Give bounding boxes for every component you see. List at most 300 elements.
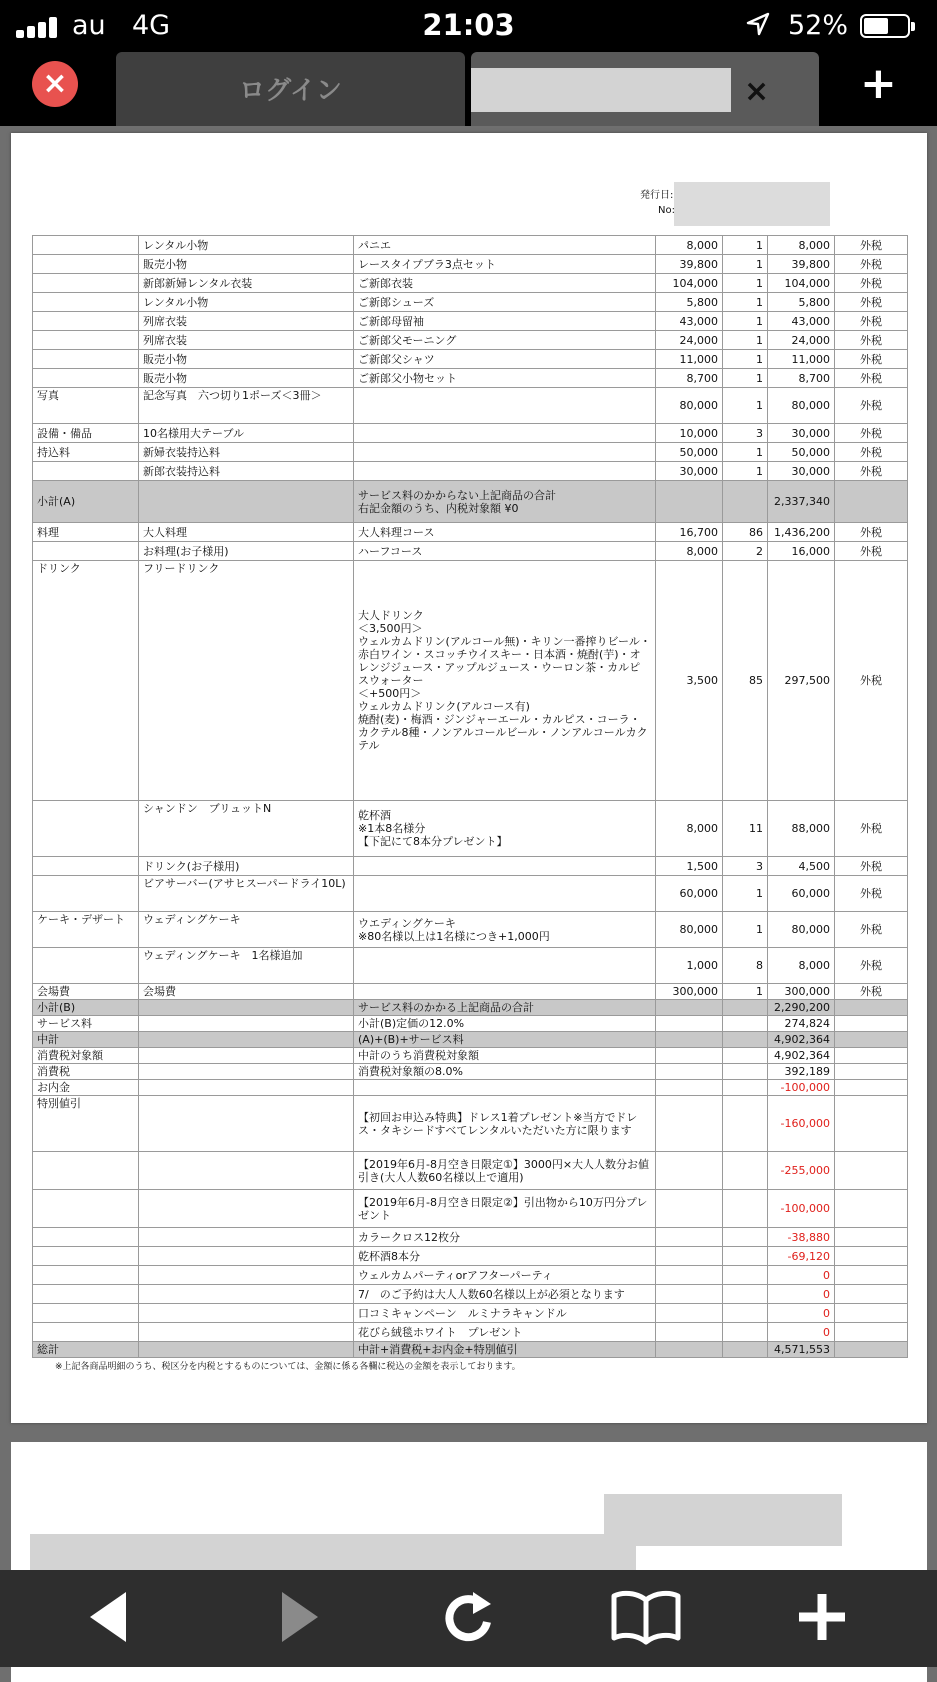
tax-type-cell: 外税: [835, 857, 908, 876]
amount-cell: 11,000: [768, 350, 835, 369]
category-cell: 中計: [33, 1032, 139, 1048]
tax-type-cell: 外税: [835, 462, 908, 481]
unit-price-cell: [656, 1064, 723, 1080]
table-row: [33, 1304, 908, 1323]
amount-cell: 8,700: [768, 369, 835, 388]
quantity-cell: 1: [723, 876, 768, 912]
category-cell: [33, 312, 139, 331]
description-cell: 7/ のご予約は大人人数60名様以上が必須となります: [354, 1285, 656, 1304]
unit-price-cell: [656, 481, 723, 523]
amount-cell: 0: [768, 1285, 835, 1304]
item-cell: 新郎新婦レンタル衣装: [139, 274, 354, 293]
unit-price-cell: [656, 1032, 723, 1048]
category-cell: [33, 293, 139, 312]
table-row: [33, 331, 908, 350]
unit-price-cell: 80,000: [656, 912, 723, 948]
tax-type-cell: [835, 1247, 908, 1266]
item-cell: ビアサーバー(アサヒスーパードライ10L): [139, 876, 354, 912]
unit-price-cell: [656, 1016, 723, 1032]
battery-icon: [860, 14, 910, 38]
quantity-cell: 3: [723, 424, 768, 443]
category-cell: [33, 462, 139, 481]
category-cell: 会場費: [33, 984, 139, 1000]
amount-cell: 2,337,340: [768, 481, 835, 523]
table-row: [33, 1190, 908, 1228]
unit-price-cell: 39,800: [656, 255, 723, 274]
battery-percent: 52%: [788, 10, 849, 41]
tax-type-cell: [835, 1285, 908, 1304]
description-cell: 大人ドリンク ＜3,500円＞ ウェルカムドリン(アルコール無)・キリン一番搾りビール・赤白ワイン・スコッチウイスキー・日本酒・焼酎(芋)・オレンジジュース・アップルジュース・ウーロン茶・カルピスウォーター ＜+500円＞ ウェルカムドリンク(アルコース有) 焼酎(麦)・梅酒・ジンジャーエール・カルピス・コーラ・カクテル8種・ノンアルコールビール・ノンアルコールカクテル: [354, 561, 656, 801]
item-cell: 販売小物: [139, 350, 354, 369]
redacted-issue-info: [674, 182, 830, 226]
item-cell: レンタル小物: [139, 293, 354, 312]
tax-type-cell: [835, 1304, 908, 1323]
table-row: [33, 369, 908, 388]
tax-type-cell: [835, 481, 908, 523]
unit-price-cell: [656, 1247, 723, 1266]
category-cell: [33, 801, 139, 857]
table-row: [33, 1152, 908, 1190]
category-cell: [33, 236, 139, 255]
category-cell: [33, 1228, 139, 1247]
description-cell: [354, 424, 656, 443]
item-cell: 新郎衣装持込料: [139, 462, 354, 481]
category-cell: 料理: [33, 523, 139, 542]
unit-price-cell: [656, 1323, 723, 1342]
table-row: [33, 1096, 908, 1152]
quantity-cell: [723, 1064, 768, 1080]
tax-type-cell: 外税: [835, 801, 908, 857]
tax-type-cell: 外税: [835, 542, 908, 561]
unit-price-cell: 10,000: [656, 424, 723, 443]
item-cell: [139, 1323, 354, 1342]
category-cell: [33, 369, 139, 388]
amount-cell: 88,000: [768, 801, 835, 857]
description-cell: サービス料のかかる上記商品の合計: [354, 1000, 656, 1016]
description-cell: 【2019年6月-8月空き日限定②】引出物から10万円分プレゼント: [354, 1190, 656, 1228]
category-cell: [33, 274, 139, 293]
quantity-cell: [723, 1285, 768, 1304]
unit-price-cell: [656, 1000, 723, 1016]
unit-price-cell: 300,000: [656, 984, 723, 1000]
amount-cell: 0: [768, 1266, 835, 1285]
description-cell: [354, 984, 656, 1000]
tax-type-cell: [835, 1096, 908, 1152]
amount-cell: 300,000: [768, 984, 835, 1000]
description-cell: ご新郎父シャツ: [354, 350, 656, 369]
item-cell: 販売小物: [139, 369, 354, 388]
tax-type-cell: [835, 1064, 908, 1080]
description-cell: 小計(B)定価の12.0%: [354, 1016, 656, 1032]
amount-cell: 80,000: [768, 912, 835, 948]
description-cell: レースタイプブラ3点セット: [354, 255, 656, 274]
description-cell: ウエディングケーキ ※80名様以上は1名様につき+1,000円: [354, 912, 656, 948]
description-cell: [354, 876, 656, 912]
redacted-tab-title: [471, 68, 731, 112]
description-cell: ご新郎シューズ: [354, 293, 656, 312]
quantity-cell: 1: [723, 443, 768, 462]
item-cell: フリードリンク: [139, 561, 354, 801]
description-cell: 消費税対象額の8.0%: [354, 1064, 656, 1080]
close-tabs-icon[interactable]: ×: [32, 61, 78, 107]
category-cell: お内金: [33, 1080, 139, 1096]
description-cell: [354, 462, 656, 481]
amount-cell: 24,000: [768, 331, 835, 350]
category-cell: ケーキ・デザート: [33, 912, 139, 948]
description-cell: パニエ: [354, 236, 656, 255]
category-cell: [33, 948, 139, 984]
tax-type-cell: 外税: [835, 561, 908, 801]
amount-cell: 5,800: [768, 293, 835, 312]
item-cell: 列席衣装: [139, 331, 354, 350]
item-cell: ドリンク(お子様用): [139, 857, 354, 876]
item-cell: [139, 1096, 354, 1152]
quantity-cell: [723, 481, 768, 523]
table-row: [33, 1266, 908, 1285]
amount-cell: 50,000: [768, 443, 835, 462]
table-row: [33, 912, 908, 948]
tax-type-cell: 外税: [835, 274, 908, 293]
redacted-block: [604, 1494, 842, 1546]
category-cell: ドリンク: [33, 561, 139, 801]
table-row: [33, 481, 908, 523]
table-row: [33, 424, 908, 443]
description-cell: [354, 388, 656, 424]
location-arrow-icon: [746, 12, 770, 36]
item-cell: 大人料理: [139, 523, 354, 542]
description-cell: 大人料理コース: [354, 523, 656, 542]
table-row: [33, 255, 908, 274]
unit-price-cell: 5,800: [656, 293, 723, 312]
tax-type-cell: [835, 1000, 908, 1016]
status-bar: [0, 0, 937, 52]
table-row: [33, 443, 908, 462]
new-tab-button[interactable]: +: [860, 58, 897, 109]
quantity-cell: [723, 1080, 768, 1096]
category-cell: 小計(A): [33, 481, 139, 523]
table-row: [33, 523, 908, 542]
table-row: [33, 1048, 908, 1064]
quantity-cell: [723, 1016, 768, 1032]
item-cell: 記念写真 六つ切り1ポーズ＜3冊＞: [139, 388, 354, 424]
close-tab-icon[interactable]: ×: [744, 74, 770, 109]
item-cell: [139, 1266, 354, 1285]
category-cell: 持込料: [33, 443, 139, 462]
tax-type-cell: [835, 1016, 908, 1032]
quantity-cell: [723, 1152, 768, 1190]
amount-cell: 2,290,200: [768, 1000, 835, 1016]
table-row: [33, 948, 908, 984]
category-cell: [33, 255, 139, 274]
table-row: [33, 1080, 908, 1096]
tab-login-label: ログイン: [239, 76, 342, 106]
unit-price-cell: 80,000: [656, 388, 723, 424]
category-cell: [33, 1247, 139, 1266]
category-cell: 写真: [33, 388, 139, 424]
tax-type-cell: 外税: [835, 443, 908, 462]
table-row: [33, 1016, 908, 1032]
item-cell: 10名様用大テーブル: [139, 424, 354, 443]
item-cell: 新婦衣装持込料: [139, 443, 354, 462]
description-cell: 中計のうち消費税対象額: [354, 1048, 656, 1064]
table-row: [33, 542, 908, 561]
issue-date-label: 発行日:: [640, 190, 674, 201]
quantity-cell: [723, 1096, 768, 1152]
quantity-cell: 86: [723, 523, 768, 542]
tax-type-cell: 外税: [835, 388, 908, 424]
amount-cell: 8,000: [768, 236, 835, 255]
unit-price-cell: [656, 1228, 723, 1247]
item-cell: [139, 1342, 354, 1358]
item-cell: 列席衣装: [139, 312, 354, 331]
unit-price-cell: 50,000: [656, 443, 723, 462]
amount-cell: 1,436,200: [768, 523, 835, 542]
unit-price-cell: 8,000: [656, 236, 723, 255]
amount-cell: 4,902,364: [768, 1032, 835, 1048]
category-cell: サービス料: [33, 1016, 139, 1032]
book-icon[interactable]: [610, 1588, 682, 1646]
quantity-cell: [723, 1342, 768, 1358]
category-cell: [33, 1285, 139, 1304]
quantity-cell: 1: [723, 369, 768, 388]
amount-cell: -160,000: [768, 1096, 835, 1152]
description-cell: [354, 443, 656, 462]
category-cell: 小計(B): [33, 1000, 139, 1016]
bottom-toolbar: [0, 1570, 937, 1667]
quantity-cell: [723, 1032, 768, 1048]
table-row: [33, 1247, 908, 1266]
network-label: 4G: [132, 10, 171, 41]
category-cell: [33, 1266, 139, 1285]
category-cell: [33, 542, 139, 561]
tax-type-cell: 外税: [835, 424, 908, 443]
tax-type-cell: 外税: [835, 236, 908, 255]
tax-type-cell: 外税: [835, 369, 908, 388]
item-cell: ウェディングケーキ 1名様追加: [139, 948, 354, 984]
quantity-cell: [723, 1228, 768, 1247]
amount-cell: 104,000: [768, 274, 835, 293]
table-row: [33, 1228, 908, 1247]
quantity-cell: 1: [723, 274, 768, 293]
unit-price-cell: 3,500: [656, 561, 723, 801]
quantity-cell: 3: [723, 857, 768, 876]
unit-price-cell: 60,000: [656, 876, 723, 912]
description-cell: (A)+(B)+サービス料: [354, 1032, 656, 1048]
tax-type-cell: 外税: [835, 255, 908, 274]
quantity-cell: [723, 1190, 768, 1228]
tax-type-cell: [835, 1032, 908, 1048]
table-row: [33, 274, 908, 293]
description-cell: ご新郎母留袖: [354, 312, 656, 331]
quantity-cell: 1: [723, 255, 768, 274]
tax-type-cell: [835, 1266, 908, 1285]
table-row: [33, 293, 908, 312]
quantity-cell: [723, 1266, 768, 1285]
category-cell: [33, 1323, 139, 1342]
item-cell: レンタル小物: [139, 236, 354, 255]
amount-cell: 4,902,364: [768, 1048, 835, 1064]
description-cell: 中計+消費税+お内金+特別値引: [354, 1342, 656, 1358]
amount-cell: 39,800: [768, 255, 835, 274]
quantity-cell: 1: [723, 236, 768, 255]
item-cell: [139, 1016, 354, 1032]
table-row: [33, 388, 908, 424]
item-cell: [139, 1032, 354, 1048]
category-cell: [33, 857, 139, 876]
item-cell: [139, 1048, 354, 1064]
table-row: [33, 1342, 908, 1358]
table-row: [33, 857, 908, 876]
quantity-cell: 1: [723, 984, 768, 1000]
unit-price-cell: 1,500: [656, 857, 723, 876]
unit-price-cell: [656, 1080, 723, 1096]
quantity-cell: [723, 1000, 768, 1016]
tax-type-cell: 外税: [835, 984, 908, 1000]
description-cell: 口コミキャンペーン ルミナラキャンドル: [354, 1304, 656, 1323]
unit-price-cell: 11,000: [656, 350, 723, 369]
item-cell: [139, 1247, 354, 1266]
item-cell: [139, 1064, 354, 1080]
description-cell: [354, 948, 656, 984]
unit-price-cell: 43,000: [656, 312, 723, 331]
amount-cell: 30,000: [768, 462, 835, 481]
amount-cell: -100,000: [768, 1190, 835, 1228]
issue-info: [640, 188, 675, 218]
table-row: [33, 1000, 908, 1016]
amount-cell: -100,000: [768, 1080, 835, 1096]
item-cell: ウェディングケーキ: [139, 912, 354, 948]
unit-price-cell: 1,000: [656, 948, 723, 984]
quantity-cell: 1: [723, 331, 768, 350]
unit-price-cell: 16,700: [656, 523, 723, 542]
plus-icon[interactable]: [795, 1588, 849, 1646]
table-row: [33, 1323, 908, 1342]
tax-note: ※上記各商品明細のうち、税区分を内税とするものについては、金額に係る各欄に税込の金額を表示しております。: [55, 1362, 521, 1372]
amount-cell: 392,189: [768, 1064, 835, 1080]
tax-type-cell: [835, 1080, 908, 1096]
description-cell: [354, 857, 656, 876]
unit-price-cell: 8,700: [656, 369, 723, 388]
item-cell: [139, 1080, 354, 1096]
item-cell: 販売小物: [139, 255, 354, 274]
table-row: [33, 312, 908, 331]
tax-type-cell: 外税: [835, 331, 908, 350]
quantity-cell: 11: [723, 801, 768, 857]
quantity-cell: [723, 1048, 768, 1064]
tax-type-cell: 外税: [835, 912, 908, 948]
description-cell: ウェルカムパーティorアフターパーティ: [354, 1266, 656, 1285]
category-cell: [33, 1304, 139, 1323]
tax-type-cell: [835, 1190, 908, 1228]
amount-cell: 0: [768, 1304, 835, 1323]
unit-price-cell: [656, 1048, 723, 1064]
unit-price-cell: [656, 1190, 723, 1228]
category-cell: [33, 350, 139, 369]
description-cell: [354, 1080, 656, 1096]
item-cell: [139, 1152, 354, 1190]
amount-cell: 274,824: [768, 1016, 835, 1032]
table-row: [33, 984, 908, 1000]
tax-type-cell: [835, 1048, 908, 1064]
description-cell: 【初回お申込み特典】ドレス1着プレゼント※当方でドレス・タキシードすべてレンタルいただいた方に限ります: [354, 1096, 656, 1152]
quantity-cell: 1: [723, 388, 768, 424]
amount-cell: 8,000: [768, 948, 835, 984]
unit-price-cell: 8,000: [656, 542, 723, 561]
item-cell: 会場費: [139, 984, 354, 1000]
unit-price-cell: 24,000: [656, 331, 723, 350]
amount-cell: 0: [768, 1323, 835, 1342]
reload-icon[interactable]: [443, 1588, 495, 1646]
table-row: [33, 1064, 908, 1080]
item-cell: お料理(お子様用): [139, 542, 354, 561]
quantity-cell: 2: [723, 542, 768, 561]
category-cell: 消費税: [33, 1064, 139, 1080]
back-icon[interactable]: [86, 1588, 132, 1646]
tax-type-cell: 外税: [835, 293, 908, 312]
item-cell: [139, 1228, 354, 1247]
description-cell: カラークロス12枚分: [354, 1228, 656, 1247]
quantity-cell: 1: [723, 912, 768, 948]
quantity-cell: 1: [723, 293, 768, 312]
description-cell: 【2019年6月-8月空き日限定①】3000円×大人人数分お値引き(大人人数60名様以上で適用): [354, 1152, 656, 1190]
unit-price-cell: [656, 1342, 723, 1358]
quantity-cell: 1: [723, 462, 768, 481]
redacted-block: [30, 1534, 636, 1574]
unit-price-cell: 30,000: [656, 462, 723, 481]
description-cell: 乾杯酒 ※1本8名様分 【下記にて8本分プレゼント】: [354, 801, 656, 857]
amount-cell: 16,000: [768, 542, 835, 561]
unit-price-cell: [656, 1266, 723, 1285]
tax-type-cell: 外税: [835, 350, 908, 369]
description-cell: ハーフコース: [354, 542, 656, 561]
table-row: [33, 236, 908, 255]
table-row: [33, 462, 908, 481]
tax-type-cell: 外税: [835, 948, 908, 984]
tax-type-cell: 外税: [835, 523, 908, 542]
quantity-cell: 8: [723, 948, 768, 984]
description-cell: 乾杯酒8本分: [354, 1247, 656, 1266]
category-cell: 消費税対象額: [33, 1048, 139, 1064]
item-cell: シャンドン ブリュットN: [139, 801, 354, 857]
tax-type-cell: 外税: [835, 312, 908, 331]
quantity-cell: [723, 1247, 768, 1266]
description-cell: サービス料のかからない上記商品の合計 右記金額のうち、内税対象額 ¥0: [354, 481, 656, 523]
quantity-cell: [723, 1323, 768, 1342]
amount-cell: 43,000: [768, 312, 835, 331]
issue-no-label: No:: [658, 205, 675, 216]
carrier-label: au: [72, 10, 106, 41]
amount-cell: 60,000: [768, 876, 835, 912]
amount-cell: -38,880: [768, 1228, 835, 1247]
description-cell: ご新郎衣装: [354, 274, 656, 293]
table-row: [33, 801, 908, 857]
table-row: [33, 350, 908, 369]
tax-type-cell: [835, 1342, 908, 1358]
quantity-cell: [723, 1304, 768, 1323]
forward-icon[interactable]: [276, 1588, 322, 1646]
tab-login[interactable]: [116, 52, 465, 126]
unit-price-cell: [656, 1304, 723, 1323]
unit-price-cell: [656, 1096, 723, 1152]
item-cell: [139, 1304, 354, 1323]
tab-current[interactable]: [471, 52, 819, 126]
category-cell: 設備・備品: [33, 424, 139, 443]
table-row: [33, 876, 908, 912]
invoice-table: [32, 235, 908, 1358]
amount-cell: 80,000: [768, 388, 835, 424]
description-cell: ご新郎父モーニング: [354, 331, 656, 350]
amount-cell: 4,500: [768, 857, 835, 876]
